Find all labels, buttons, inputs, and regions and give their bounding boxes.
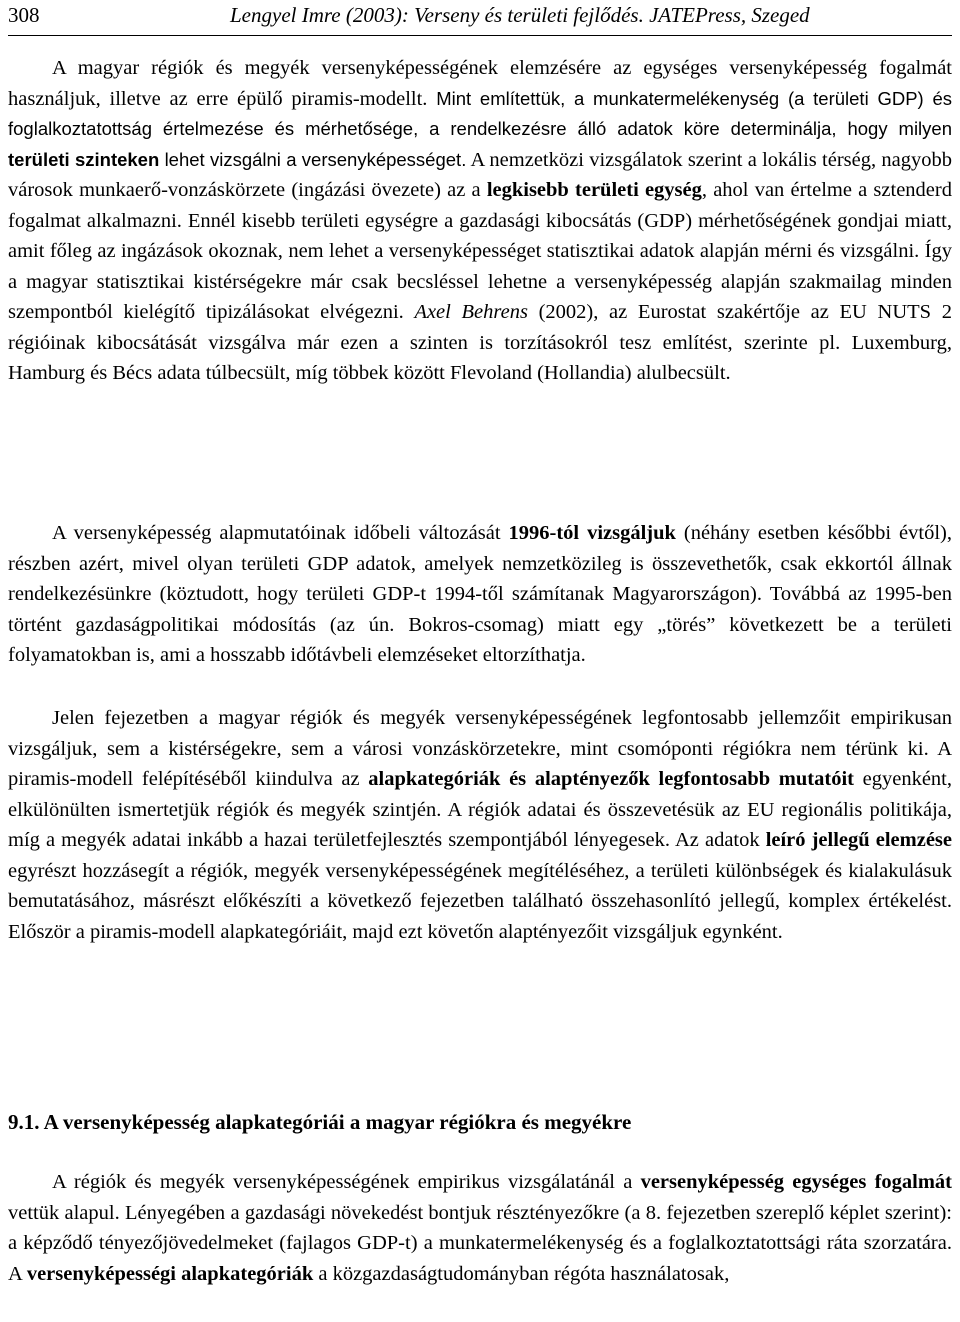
header-citation: Lengyel Imre (2003): Verseny és területi fejlődés. JATEPress, Szeged [230,3,810,27]
emphasis-text: területi szinteken [8,148,160,170]
emphasis-text: versenyképességi alapkategóriák [26,1262,314,1285]
paragraph-text: egyenként, elkülönülten ismertetjük régiók és megyék szintjén. A régiók adatai és összevetésük az EU regionális politikája, míg a megyék adatai inkább a hazai területfejlesztés szempontjából lényegesek. Az adatok [8,768,953,851]
paragraph-3 [8,703,952,947]
paragraph-text: Mint említettük, a munkatermelékenység (a területi GDP) és foglalkoztatottság értelmezése és mérhetősége, a rendelkezésre álló adatok köre determinálja, hogy milyen [8,87,952,139]
paragraph-text: A magyar régiók és megyék versenyképességének elemzésére az egységes versenyképesség fogalmát használjuk, illetve az erre épülő piramis-modellt. [8,57,952,110]
running-header [8,0,952,30]
author-name: Axel Behrens [414,301,528,323]
paragraph-4 [8,1167,952,1289]
emphasis-text: legkisebb területi egység [486,179,702,201]
paragraph-text: (néhány esetben későbbi évtől), részben azért, mivel olyan területi GDP adatok, amelyek nemzetközileg is összevethetők, csak ekkortól állnak rendelkezésünkre (köztudott, hogy területi GDP-t 1994-től számítanak Magyarországon). Továbbá az 1995-ben történt gazdaságpolitikai módosítás (az ún. Bokros-csomag) miatt egy „törés” következett be a területi folyamatokban is, ami a hosszabb időtávbeli elemzéseket eltorzíthatja. [8,522,952,666]
paragraph-text: a közgazdaságtudományban régóta használatosak, [313,1262,730,1285]
paragraph-1 [8,53,952,389]
paragraph-text: egyrészt hozzásegít a régiók, megyék versenyképességének megítéléséhez, a területi különbségek és kialakulásuk bemutatásához, másrészt előkészíti a következő fejezetben található összehasonlító jellegű, komplex értékelést. Először a piramis-modell alapkategóriáit, majd ezt követőn alaptényezőit vizsgáljuk egynként. [8,859,952,943]
emphasis-text: alapkategóriák és alaptényezők legfontosabb mutatóit [368,768,854,790]
paragraph-2 [8,518,952,671]
emphasis-text: versenyképesség egységes fogalmát [640,1171,952,1193]
section-heading: 9.1. A versenyképesség alapkategóriái a magyar régiókra és megyékre [8,1110,632,1134]
paragraph-text: (2002), az Eurostat szakértője az EU NUTS 2 régióinak kibocsátását vizsgálva már ezen a szinten is torzításokról tesz említést, szerinte pl. Luxemburg, Hamburg és Bécs adata túlbecsült, míg többek között Flevoland (Hollandia) alulbecsült. [8,301,952,384]
paragraph-text: A nemzetközi vizsgálatok szerint a lokális térség, nagyobb városok munkaerő-vonzáskörzete (ingázási övezete) az a [8,148,952,201]
emphasis-text: leíró jellegű elemzése [765,829,952,851]
paragraph-text: lehet vizsgálni a versenyképességet. [159,148,467,170]
header-divider [8,35,952,36]
paragraph-text: A versenyképesség alapmutatóinak időbeli változását [52,522,509,544]
paragraph-text: vettük alapul. Lényegében a gazdasági növekedést bontjuk résztényezőkre (a 8. fejezetben szereplő képlet szerint): a képződő tényezőjövedelmeket (fajlagos GDP-t) a munkatermelékenység és a foglalkoztatottsági ráta szorzatára. A [8,1201,952,1285]
paragraph-text: A régiók és megyék versenyképességének empirikus vizsgálatánál a [52,1171,641,1193]
paragraph-text: Jelen fejezetben a magyar régiók és megyék versenyképességének legfontosabb jellemzőit empirikusan vizsgáljuk, sem a kistérségekre, sem a városi vonzáskörzetekre, mint csomóponti régiókra nem térünk ki. A piramis-modell felépítéséből kiindulva az [8,707,952,790]
page-number: 308 [8,3,40,27]
emphasis-text: 1996-tól vizsgáljuk [508,522,676,544]
paragraph-text: , ahol van értelme a sztenderd fogalmat alkalmazni. Ennél kisebb területi egységre a gazdasági kibocsátás (GDP) mérhetőségének gondjai miatt, amit főleg az ingázások okoznak, nem lehet a versenyképességet statisztikai adatok alapján mérni és vizsgálni. Így a magyar statisztikai kistérségekre már csak becsléssel lehetne a versenyképesség alapján szakmailag minden szempontból kielégítő tipizálásokat elvégezni. [8,179,952,323]
